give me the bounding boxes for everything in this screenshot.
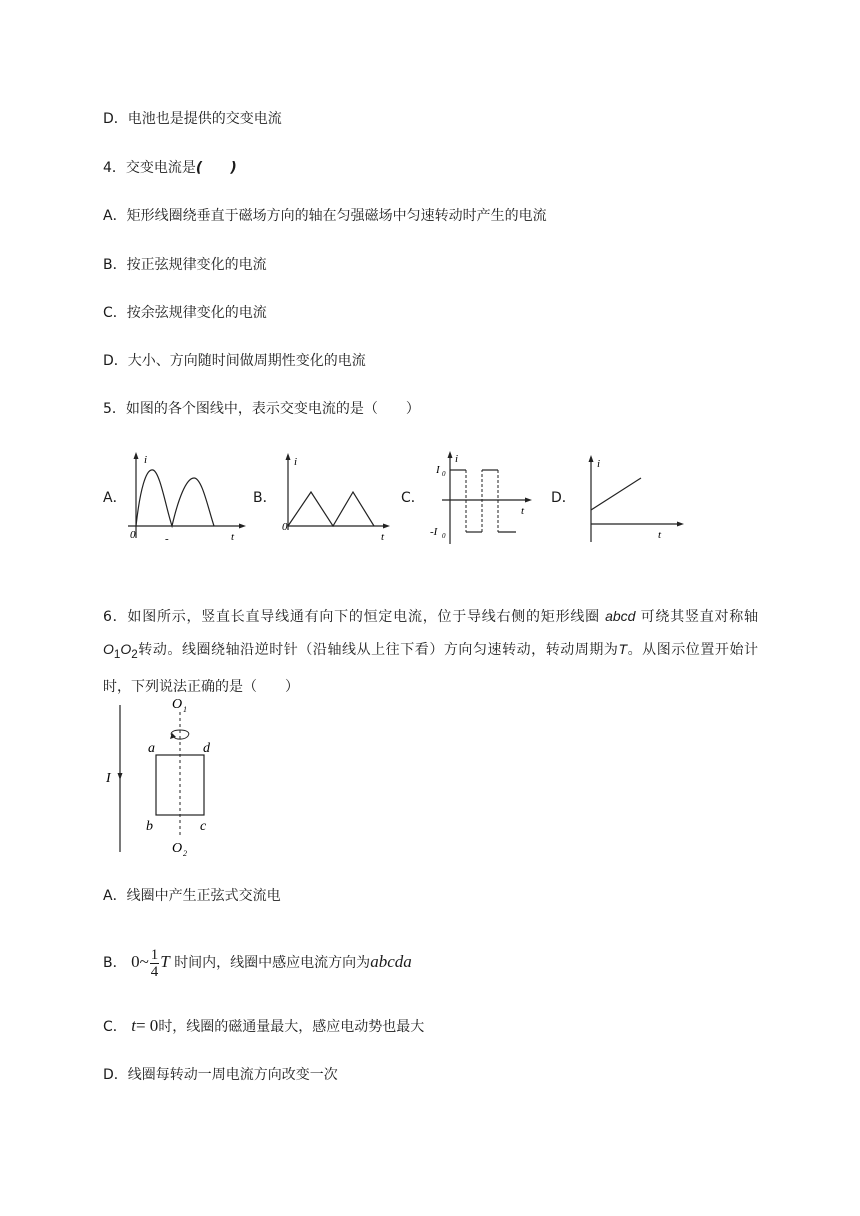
q5-c-neg-i0-sub: 0 xyxy=(442,532,446,540)
q6-option-b-T: T xyxy=(160,952,170,971)
q5-graph-a xyxy=(118,450,248,545)
q5-c-i0: I xyxy=(436,464,440,476)
q6-fig-c: c xyxy=(200,819,207,834)
q6-option-b-label: B． xyxy=(103,955,127,971)
q5-label-d: D． xyxy=(551,490,576,506)
q6-fig-o1: O xyxy=(172,697,183,712)
q6-fig-o1-sub: 1 xyxy=(183,705,187,714)
q6-option-b-fraction: $\frac{1}{4}$ xyxy=(150,946,159,980)
q5-label-a: A． xyxy=(103,490,127,506)
q5-d-i-label: i xyxy=(597,458,601,470)
q6-stem-axis: $O_1O_2$ xyxy=(103,641,138,661)
q5-a-i-label: i xyxy=(144,454,148,466)
q5-label-c: C． xyxy=(401,490,425,506)
q6-figure xyxy=(100,690,230,860)
q5-graph-b xyxy=(278,450,393,545)
q6-option-a: A．线圈中产生正弦式交流电 xyxy=(103,888,281,904)
q5-b-i-label: i xyxy=(294,456,298,468)
q5-d-t-label: t xyxy=(658,529,662,541)
q5-c-i-label: i xyxy=(455,453,459,465)
q6-option-b-direction: abcda xyxy=(370,952,412,971)
q6-fig-d: d xyxy=(203,741,210,756)
q6-option-b-zero: 0 xyxy=(131,952,140,971)
q5-c-t-label: t xyxy=(521,505,525,517)
q5-a-zero: 0 xyxy=(130,529,136,541)
q6-option-c-text: 时，线圈的磁通量最大，感应电动势也最大 xyxy=(158,1019,425,1035)
q3-option-d: D．电池也是提供的交变电流 xyxy=(103,111,282,127)
q6-option-c xyxy=(103,1016,424,1037)
q6-option-d: D．线圈每转动一周电流方向改变一次 xyxy=(103,1067,338,1083)
q6-option-b xyxy=(103,945,412,980)
q6-stem-part5: 。从图示位置开始计时，下列说法正确的是（ ） xyxy=(103,642,759,695)
q4-option-c: C．按余弦规律变化的电流 xyxy=(103,305,267,321)
q5-b-zero: 0 xyxy=(282,521,288,533)
q5-graph-d xyxy=(578,452,688,547)
q6-option-c-label: C． xyxy=(103,1019,127,1035)
q4-stem-text: 4．交变电流是 xyxy=(103,160,196,176)
q6-stem-part1: 6．如图所示，竖直长直导线通有向下的恒定电流，位于导线右侧的矩形线圈 xyxy=(103,609,600,625)
q6-stem-T: T xyxy=(618,641,628,657)
q5-c-neg-i0: -I xyxy=(430,526,438,538)
q6-fig-current-label: I xyxy=(106,771,111,786)
q6-stem-abcd: abcd xyxy=(605,608,636,624)
q5-label-b: B． xyxy=(253,490,277,506)
q6-stem xyxy=(103,600,758,703)
q5-stem: 5．如图的各个图线中，表示交变电流的是（ ） xyxy=(103,401,420,417)
q6-fig-b: b xyxy=(146,819,153,834)
q6-fig-a: a xyxy=(148,741,155,756)
q6-stem-part2: 可绕其竖直对称 xyxy=(640,609,745,625)
q4-stem xyxy=(103,158,237,178)
q5-graph-c xyxy=(420,448,540,548)
q5-a-dot: - xyxy=(165,533,169,545)
q6-option-c-t: t xyxy=(131,1016,136,1035)
q6-option-b-text: 时间内，线圈中感应电流方向为 xyxy=(174,955,371,971)
q6-stem-part4: 转动。线圈绕轴沿逆时针（沿轴线从上往下看）方向匀速转动，转动周期为 xyxy=(137,642,619,658)
q4-option-a: A．矩形线圈绕垂直于磁场方向的轴在匀强磁场中匀速转动时产生的电流 xyxy=(103,208,547,224)
q6-fig-o2-sub: 2 xyxy=(183,849,187,858)
q4-option-b: B．按正弦规律变化的电流 xyxy=(103,257,267,273)
q4-stem-paren: ( ) xyxy=(195,160,237,176)
q5-b-t-label: t xyxy=(381,531,385,543)
q5-a-t-label: t xyxy=(231,531,235,543)
q5-c-i0-sub: 0 xyxy=(442,470,446,478)
q6-option-c-eq: = 0 xyxy=(135,1016,159,1035)
q6-stem-part3: 轴 xyxy=(744,609,759,625)
q4-option-d: D．大小、方向随时间做周期性变化的电流 xyxy=(103,353,366,369)
q6-fig-o2: O xyxy=(172,841,183,856)
q6-option-b-tilde: ~ xyxy=(139,952,149,971)
